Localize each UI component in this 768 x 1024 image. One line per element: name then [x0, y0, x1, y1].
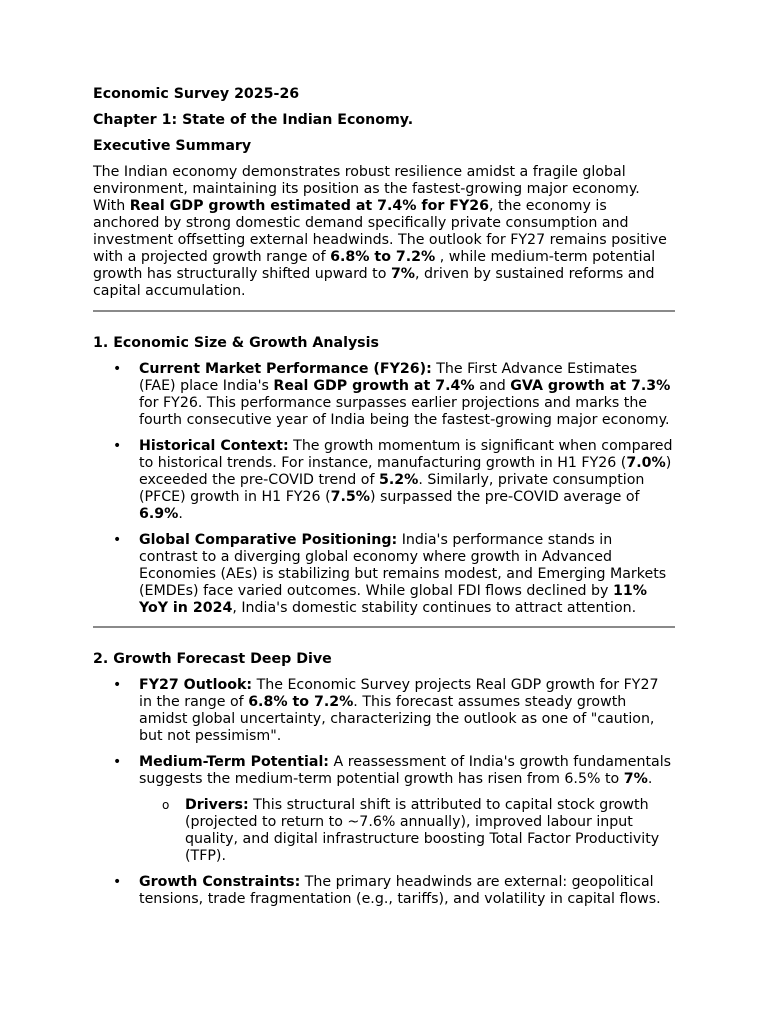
list-item-historical-context	[93, 438, 675, 523]
item-text: ) exceeded the pre-COVID trend of	[139, 455, 672, 488]
item-text: This structural shift is attributed to capital stock growth (projected to return to ~7.6% annually), improved labour input quality, and digital infrastructure boosting Total Factor Productivity (TFP).	[185, 797, 660, 864]
bullet-icon: •	[113, 874, 122, 890]
summary-text: The Indian economy demonstrates robust resilience amidst a fragile global environment, maintaining its position as the fastest-growing major economy. With	[93, 164, 640, 214]
bullet-icon: •	[113, 361, 122, 377]
summary-emphasis: Real GDP growth estimated at 7.4% for FY26	[129, 198, 489, 214]
list-item-fy27-outlook	[93, 677, 675, 745]
section-heading-forecast: 2. Growth Forecast Deep Dive	[93, 651, 332, 667]
item-emphasis: 7.5%	[330, 489, 370, 505]
item-emphasis: GVA growth at 7.3%	[510, 378, 671, 394]
item-text: India's performance stands in contrast to a diverging global economy where growth in Advanced Economies (AEs) is stabilizing but remains modest, and Emerging Markets (EMDEs) face varied outcomes. While global FDI flows declined by	[139, 532, 667, 599]
item-emphasis: 11% YoY in 2024	[139, 583, 647, 616]
section-divider	[93, 310, 675, 312]
item-text: The growth momentum is significant when compared to historical trends. For instance, manufacturing growth in H1 FY26 (	[139, 438, 673, 471]
item-label: Medium-Term Potential:	[139, 754, 329, 770]
item-label: Drivers:	[185, 797, 249, 813]
item-text: for FY26. This performance surpasses earlier projections and marks the fourth consecutive year of India being the fastest-growing major economy.	[139, 395, 670, 428]
item-text: The First Advance Estimates (FAE) place India's	[139, 361, 638, 394]
section-divider	[93, 626, 675, 628]
growth-analysis-list	[93, 361, 675, 617]
chapter-title: Chapter 1: State of the Indian Economy.	[93, 112, 414, 128]
item-label: Current Market Performance (FY26):	[139, 361, 432, 377]
item-text: .	[178, 506, 183, 522]
item-emphasis: 6.8% to 7.2%	[248, 694, 354, 710]
item-label: Historical Context:	[139, 438, 289, 454]
item-text: , India's domestic stability continues to attract attention.	[232, 600, 637, 616]
item-emphasis: 7%	[623, 771, 648, 787]
summary-text: , the economy is anchored by strong domestic demand specifically private consumption and investment offsetting external headwinds. The outlook for FY27 remains positive with a projected growth range of	[93, 198, 667, 265]
document-page	[93, 86, 675, 917]
item-label: Growth Constraints:	[139, 874, 301, 890]
item-label: FY27 Outlook:	[139, 677, 253, 693]
item-emphasis: 6.9%	[139, 506, 179, 522]
list-item-global-positioning	[93, 532, 675, 617]
item-text: The primary headwinds are external: geopolitical tensions, trade fragmentation (e.g., tariffs), and volatility in capital flows.	[139, 874, 661, 907]
item-text: and	[474, 378, 511, 394]
list-item-growth-constraints	[93, 874, 675, 908]
summary-text: , driven by sustained reforms and capital accumulation.	[93, 266, 655, 299]
item-text: . Similarly, private consumption (PFCE) growth in H1 FY26 (	[139, 472, 645, 505]
drivers-sublist	[139, 797, 675, 865]
item-label: Global Comparative Positioning:	[139, 532, 398, 548]
bullet-icon: •	[113, 677, 122, 693]
summary-emphasis: 7%	[390, 266, 416, 282]
bullet-icon: •	[113, 754, 122, 770]
item-text: A reassessment of India's growth fundamentals suggests the medium-term potential growth has risen from 6.5% to	[139, 754, 672, 787]
sublist-item-drivers	[139, 797, 675, 865]
bullet-icon: •	[113, 532, 122, 548]
item-emphasis: 7.0%	[626, 455, 666, 471]
item-emphasis: Real GDP growth at 7.4%	[273, 378, 475, 394]
item-text: ) surpassed the pre-COVID average of	[369, 489, 640, 505]
sub-bullet-icon: o	[162, 798, 170, 812]
executive-summary-heading: Executive Summary	[93, 138, 252, 154]
item-text: . This forecast assumes steady growth amidst global uncertainty, characterizing the outlook as one of "caution, but not pessimism".	[139, 694, 655, 744]
document-title: Economic Survey 2025-26	[93, 86, 300, 102]
list-item-current-market-performance	[93, 361, 675, 429]
item-emphasis: 5.2%	[378, 472, 419, 488]
section-heading-growth-analysis: 1. Economic Size & Growth Analysis	[93, 335, 379, 351]
item-text: The Economic Survey projects Real GDP growth for FY27 in the range of	[139, 677, 659, 710]
executive-summary-paragraph	[93, 164, 675, 300]
list-item-medium-term-potential	[93, 754, 675, 865]
summary-emphasis: 6.8% to 7.2%	[330, 249, 436, 265]
item-text: .	[647, 771, 653, 787]
forecast-list	[93, 677, 675, 908]
summary-text: , while medium-term potential growth has structurally shifted upward to	[93, 249, 656, 282]
bullet-icon: •	[113, 438, 122, 454]
